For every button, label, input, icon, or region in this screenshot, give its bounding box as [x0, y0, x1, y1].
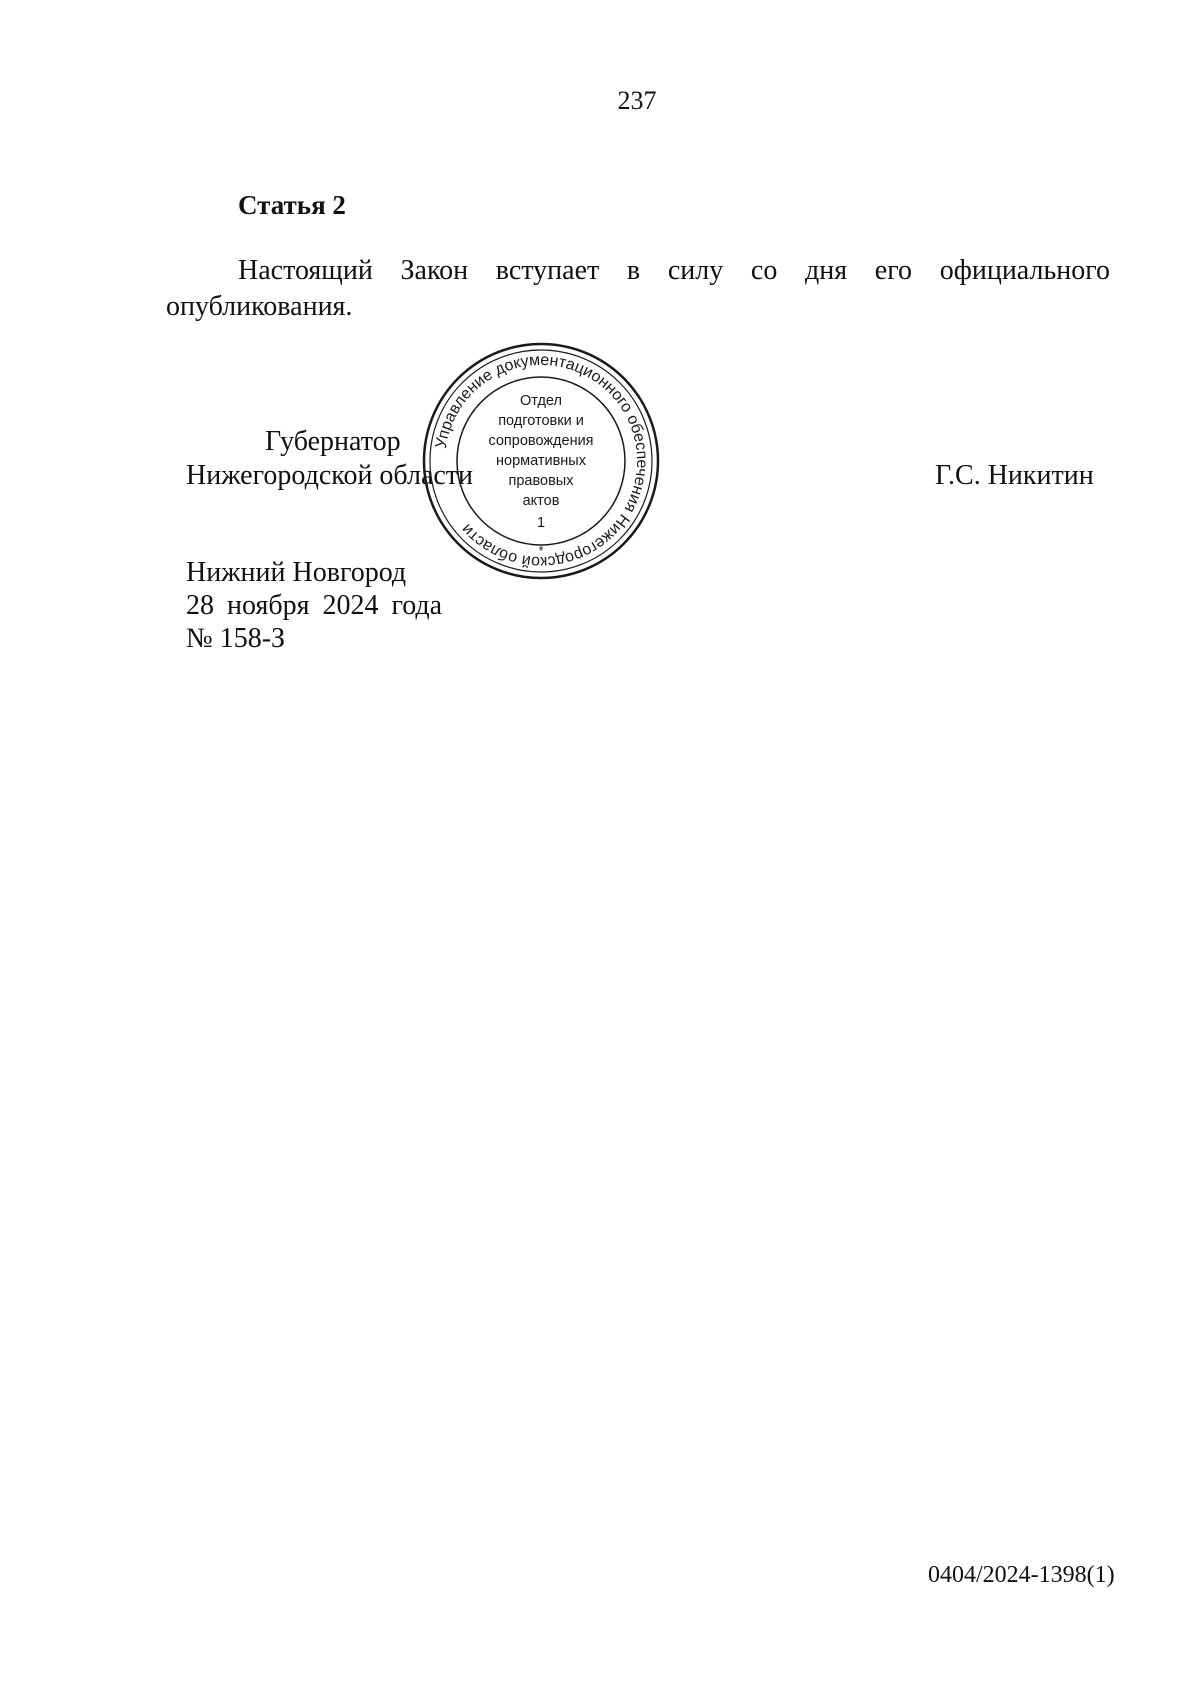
- svg-text:правовых: правовых: [508, 473, 574, 489]
- signatory-position-line-2: Нижегородской области: [186, 460, 474, 491]
- issue-date: 28 ноября 2024 года: [186, 590, 443, 621]
- article-heading: Статья 2: [238, 190, 346, 220]
- stamp-star: *: [538, 543, 544, 558]
- svg-text:актов: актов: [522, 493, 560, 509]
- document-id: 0404/2024-1398(1): [928, 1562, 1115, 1588]
- svg-text:нормативных: нормативных: [496, 453, 586, 469]
- svg-text:подготовки и: подготовки и: [498, 413, 584, 429]
- page-number: 237: [617, 86, 657, 115]
- stamp-ring-text: Управление документационного обеспечения Нижегородской области: [432, 351, 651, 571]
- signatory-position-line-1: Губернатор: [265, 426, 401, 457]
- issue-place: Нижний Новгород: [186, 557, 407, 588]
- signatory-name: Г.С. Никитин: [935, 460, 1094, 491]
- svg-text:Отдел: Отдел: [520, 393, 562, 409]
- article-paragraph: [166, 253, 1110, 325]
- svg-text:сопровождения: сопровождения: [488, 433, 594, 449]
- stamp-center-text: [488, 393, 593, 558]
- law-number: № 158-З: [186, 623, 286, 654]
- stamp-number: 1: [536, 515, 546, 531]
- article-text-line-2: опубликования.: [166, 291, 353, 322]
- article-text-line-1: Настоящий Закон вступает в силу со дня его официального: [238, 255, 1110, 286]
- official-stamp: [421, 341, 661, 581]
